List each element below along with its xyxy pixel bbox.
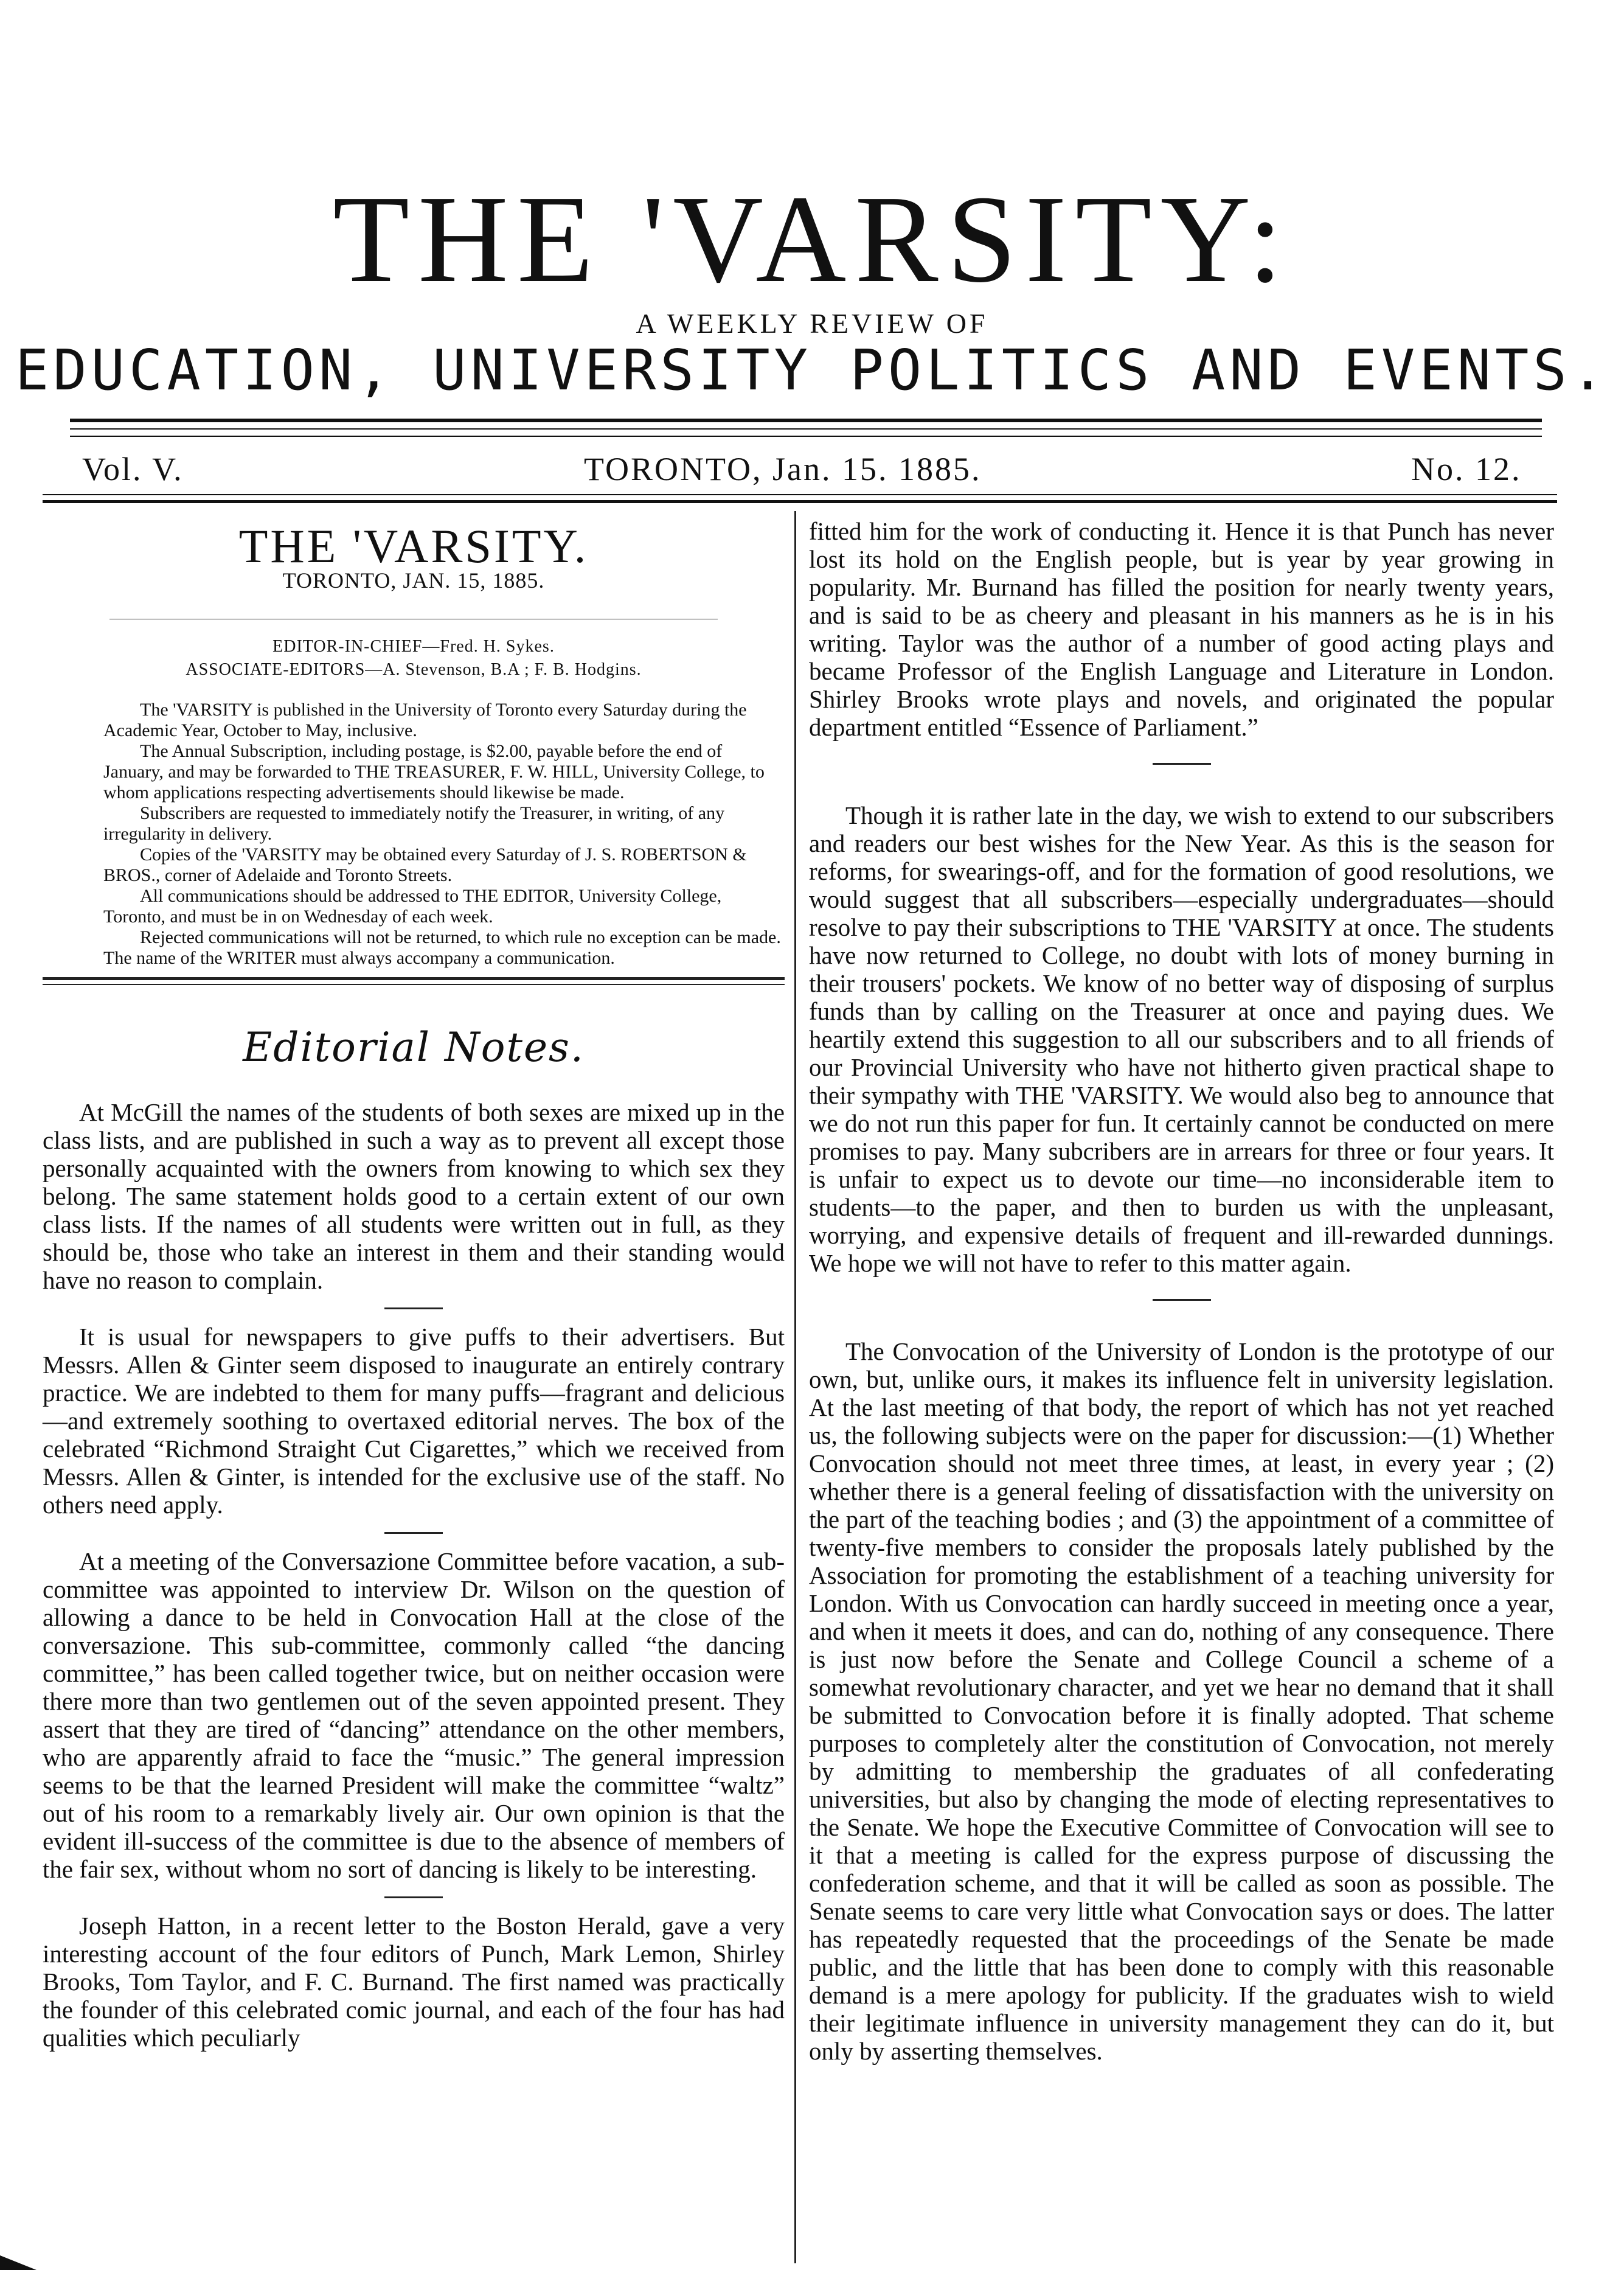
volume-label: Vol. V. xyxy=(82,451,184,487)
separator xyxy=(384,1532,443,1534)
left-column xyxy=(43,517,785,2052)
masthead-tagline: EDUCATION, UNIVERSITY POLITICS AND EVENTS. xyxy=(15,338,1609,403)
separator xyxy=(1153,1299,1211,1301)
notice-rule xyxy=(43,977,785,980)
notices-block xyxy=(43,700,785,969)
paragraph: It is usual for newspapers to give puffs to their advertisers. But Messrs. Allen & Ginter seem disposed to inaugurate an entirely contrary practice. We are indebted to them for many puffs—fragrant and delicious—and extremely soothing to overtaxed editorial nerves. The box of the celebrated “Richmond Straight Cut Cigarettes,” which we received from Messrs. Allen & Ginter, is intended for the exclusive use of the staff. No others need apply. xyxy=(43,1323,785,1519)
notice: Rejected communications will not be returned, to which rule no exception can be made. The name of the WRITER must always accompany a communication. xyxy=(103,927,781,968)
editor-in-chief: EDITOR-IN-CHIEF—Fred. H. Sykes. xyxy=(272,637,555,656)
masthead-subtitle: A WEEKLY REVIEW OF xyxy=(636,308,988,339)
notice: The Annual Subscription, including postage, is $2.00, payable before the end of January, and may be forwarded to THE TREASURER, F. W. HILL, University College, to whom applications respecting advertisements should likewise be made. xyxy=(103,741,765,803)
paragraph: Though it is rather late in the day, we wish to extend to our subscribers and readers our best wishes for the New Year. As this is the season for reforms, for swearings-off, and for the formation of good resolutions, we would suggest that all subscribers—especially undergraduates—should resolve to pay their subscriptions to THE 'VARSITY at once. The students have now returned to College, no doubt with lots of money burning in their trousers' pockets. We know of no better way of disposing of surplus funds than by calling on the Treasurer at once and paying dues. We heartily extend this suggestion to all our subscribers and to all friends of our Provincial University who have not hitherto given practical shape to their sympathy with THE 'VARSITY. We would also beg to announce that we do not run this paper for fun. It certainly cannot be conducted on mere promises to pay. Many subcribers are in arrears for three or four years. It is unfair to expect us to devote our time—no inconsiderable item to students—to the paper, and then to burden us with the unpleasant, worrying, and expensive details of frequent and ill-rewarded dunnings. We hope we will not have to refer to this matter again. xyxy=(809,801,1554,1277)
notice: All communications should be addressed to THE EDITOR, University College, Toronto, and must be in on Wednesday of each week. xyxy=(103,886,722,927)
associate-editors: ASSOCIATE-EDITORS—A. Stevenson, B.A ; F. B. Hodgins. xyxy=(186,660,642,679)
paragraph: fitted him for the work of conducting it. Hence it is that Punch has never lost its hold on the English people, but is year by year growing in popularity. Mr. Burnand has filled the position for nearly twenty years, and is said to be as cheery and pleasant in his manners as he is in his writing. Taylor was the author of a number of good acting plays and became Professor of the English Language and Literature in London. Shirley Brooks wrote plays and novels, and originated the popular department entitled “Essence of Parliament.” xyxy=(809,517,1554,741)
masthead-title: THE 'VARSITY: xyxy=(333,169,1291,308)
issue-number: No. 12. xyxy=(1411,451,1522,487)
separator xyxy=(384,1896,443,1898)
paragraph: Joseph Hatton, in a recent letter to the Boston Herald, gave a very interesting account of the four editors of Punch, Mark Lemon, Shirley Brooks, Tom Taylor, and F. C. Burnand. The first named was practically the founder of this celebrated comic journal, and each of the four has had qualities which peculiarly xyxy=(43,1912,785,2052)
issue-rule-thick xyxy=(43,500,1557,503)
paragraph: At a meeting of the Conversazione Committee before vacation, a sub-committee was appointed to interview Dr. Wilson on the question of allowing a dance to be held in Convocation Hall at the close of the conversazione. This sub-committee, commonly called “the dancing committee,” has been called together twice, but on neither occasion were there more than two gentlemen out of the seven appointed present. They assert that they are tired of “dancing” attendance on the other members, who are apparently afraid to face the “music.” The general impression seems to be that the learned President will make the committee “waltz” out of his room to a remarkably lively air. Our own opinion is that the evident ill-success of the committee is due to the absence of members of the fair sex, without whom no sort of dancing is likely to be interesting. xyxy=(43,1547,785,1883)
issue-rule-thin xyxy=(43,494,1557,495)
section-title: Editorial Notes. xyxy=(243,1024,585,1071)
top-rule-thick xyxy=(70,419,1542,422)
notice: The 'VARSITY is published in the University of Toronto every Saturday during the Academic Year, October to May, inclusive. xyxy=(103,700,747,740)
paragraph: At McGill the names of the students of both sexes are mixed up in the class lists, and are published in such a way as to prevent all except those personally acquainted with the owners from knowing to which sex they belong. The same statement holds good to a certain extent of our own class lists. If the names of all students were written out in full, as they should be, those who take an interest in them and their standing would have no reason to complain. xyxy=(43,1098,785,1294)
separator xyxy=(1153,763,1211,765)
paragraph: The Convocation of the University of London is the prototype of our own, but, unlike ours, it makes its influence felt in university legislation. At the last meeting of that body, the report of which has not yet reached us, the following subjects were on the paper for discussion:—(1) Whether Convocation should not meet three times, at least, in every year ; (2) whether there is a general feeling of dissatisfaction with the university on the part of the teaching bodies ; and (3) the appointment of a committee of twenty-five members to consider the proposals lately published by the Association for promoting the establishment of a teaching university for London. With us Convocation can hardly succeed in meeting once a year, and when it meets it does, and can do, nothing of any consequence. There is just now before the Senate and College Council a scheme of a somewhat revolutionary character, and yet we hear no demand that it shall be submitted to Convocation before it is finally adopted. That scheme purposes to completely alter the constitution of Convocation, not merely by admitting to membership the graduates of all confederating universities, but also by changing the mode of electing representatives to the Senate. We hope the Executive Committee of Convocation will see to it that a meeting is called for the express purpose of discussing the confederation scheme, and that it will be called as soon as possible. The Senate seems to care very little what Convocation says or does. The latter has repeatedly requested that the proceedings of the Senate be made public, and the little that has been done to comply with this reasonable demand is a mere apology for publicity. If the graduates wish to wield their legitimate influence in university management they can do it, but only by asserting themselves. xyxy=(809,1337,1554,2065)
place-date: TORONTO, Jan. 15. 1885. xyxy=(584,451,982,487)
editors-block xyxy=(43,635,785,681)
page-corner-mark xyxy=(0,2255,36,2270)
notice-rule-thin xyxy=(43,984,785,985)
column-divider xyxy=(794,511,796,2263)
notice: Subscribers are requested to immediately notify the Treasurer, in writing, of any irregularity in delivery. xyxy=(103,803,725,844)
paper-date: TORONTO, JAN. 15, 1885. xyxy=(282,568,545,593)
issue-line xyxy=(0,450,1624,493)
top-rule-thin xyxy=(70,428,1542,430)
paper-name: THE 'VARSITY. xyxy=(238,520,589,573)
right-column xyxy=(809,517,1554,2065)
separator xyxy=(384,1307,443,1309)
notice: Copies of the 'VARSITY may be obtained every Saturday of J. S. ROBERTSON & BROS., corner of Adelaide and Toronto Streets. xyxy=(103,844,747,885)
top-rule-third xyxy=(70,436,1542,437)
